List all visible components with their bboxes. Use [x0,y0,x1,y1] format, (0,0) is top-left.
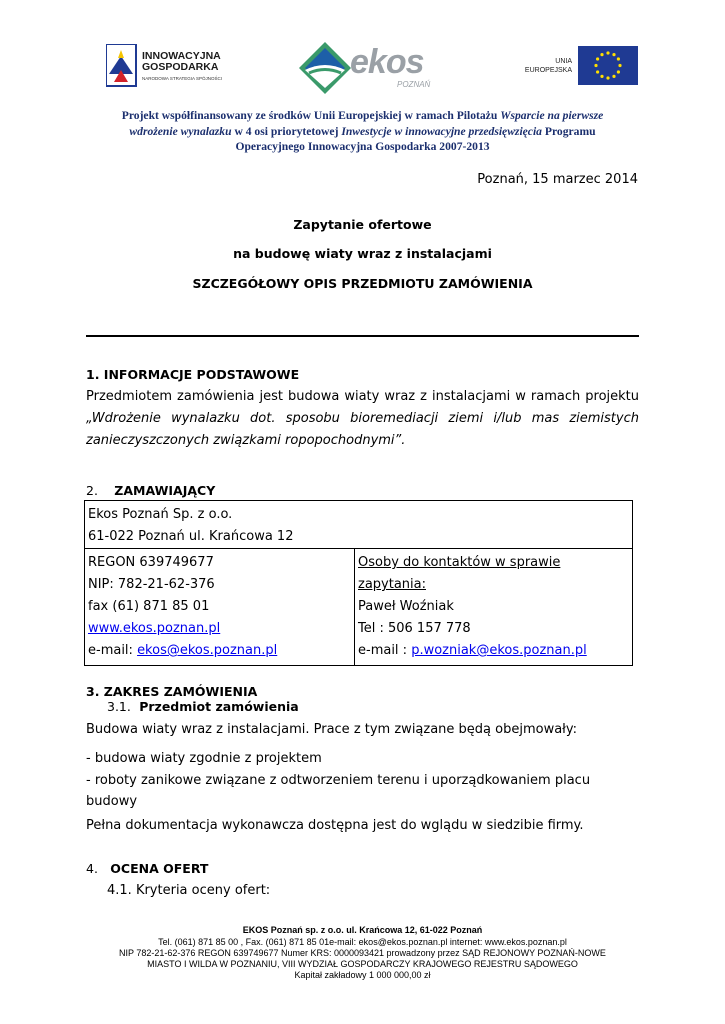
project-line1: Projekt współfinansowany ze środków Unii Europejskiej w ramach Pilotażu [121,109,498,122]
ekos-logo-city: POZNAŃ [397,80,431,89]
company-name: Ekos Poznań Sp. z o.o. [88,507,233,522]
section1-heading: 1. INFORMACJE PODSTAWOWE [86,367,300,382]
section3-1-title: Przedmiot zamówienia [139,699,299,714]
contact-name: Paweł Woźniak [358,599,454,614]
section2-number: 2. [86,483,98,498]
section1-line3: zanieczyszczonych związkami ropopochodnymi”. [86,433,406,448]
company-fax: fax (61) 871 85 01 [88,599,210,614]
section3-heading: 3. ZAKRES ZAMÓWIENIA [86,684,258,699]
ekos-logo-word: ekos [350,43,424,81]
section2-title: ZAMAWIAJĄCY [114,483,216,498]
footer-line4: MIASTO I WILDA W POZNANIU, VIII WYDZIAŁ GOSPODARCZY KRAJOWEGO REJESTRU SĄDOWEGO [147,959,578,969]
section3-1-heading [107,699,299,714]
company-regon: REGON 639749677 [88,555,214,570]
section4-heading [86,861,208,876]
project-line1-italic: Wsparcie na pierwsze [500,109,604,122]
eu-label-line2: EUROPEJSKA [524,67,572,74]
project-line3: Operacyjnego Innowacyjna Gospodarka 2007-2013 [235,140,490,153]
contact-email-link[interactable]: p.wozniak@ekos.poznan.pl [411,643,587,658]
document-date: Poznań, 15 marzec 2014 [477,172,638,187]
contact-email-label: e-mail : [358,643,412,658]
section4-1: 4.1. Kryteria oceny ofert: [107,883,271,898]
footer-line2: Tel. (061) 871 85 00 , Fax. (061) 871 85 01e-mail: ekos@ekos.poznan.pl internet: www.ekos.poznan.pl [158,937,567,947]
ekos-diamond-icon [297,40,353,96]
eu-flag-icon [578,46,638,85]
contracting-party-table [84,500,633,666]
company-nip: NIP: 782-21-62-376 [88,577,215,592]
footer-line5: Kapitał zakładowy 1 000 000,00 zł [294,970,431,980]
document-section-title: SZCZEGÓŁOWY OPIS PRZEDMIOTU ZAMÓWIENIA [192,276,533,291]
section3-intro: Budowa wiaty wraz z instalacjami. Prace z tym związane będą obejmowały: [86,722,578,737]
company-address: 61-022 Poznań ul. Krańcowa 12 [88,529,294,544]
document-subtitle: na budowę wiaty wraz z instalacjami [233,246,492,261]
divider [86,335,639,337]
project-line2-italic: wdrożenie wynalazku [129,124,232,138]
project-line2-end: Programu [544,124,596,138]
document-title: Zapytanie ofertowe [293,217,432,232]
company-email-link[interactable]: ekos@ekos.poznan.pl [137,643,278,658]
ig-logo-sub: NARODOWA STRATEGIA SPÓJNOŚCI [142,76,223,81]
eu-label [520,57,572,75]
company-website-link[interactable]: www.ekos.poznan.pl [88,621,221,636]
company-email-label: e-mail: [88,643,138,658]
section4-number: 4. [86,861,98,876]
section4-title: OCENA OFERT [110,861,209,876]
ig-logo-line1: INNOWACYJNA [142,50,221,62]
eu-label-line1: UNIA [555,58,572,65]
project-line2-italic-b: Inwestycje w innowacyjne przedsięwzięcia [341,124,542,138]
section2-heading [86,483,215,498]
contact-phone: Tel : 506 157 778 [358,621,471,636]
contact-title: Osoby do kontaktów w sprawie zapytania: [358,555,561,592]
ig-logo-line2: GOSPODARKA [142,61,219,73]
footer-line1: EKOS Poznań sp. z o.o. ul. Krańcowa 12, 61-022 Poznań [242,925,483,935]
project-funding-note [100,108,625,155]
ig-logo-icon [106,44,138,88]
company-details-cell [85,549,355,666]
innowacyjna-gospodarka-logo [106,42,246,90]
project-line2: w 4 osi priorytetowej [234,124,339,138]
section3-docs: Pełna dokumentacja wykonawcza dostępna jest do wglądu w siedzibie firmy. [86,818,584,833]
footer-line3: NIP 782-21-62-376 REGON 639749677 Numer KRS: 0000093421 prowadzony przez SĄD REJONOWY POZNAŃ-NOWE [119,948,606,958]
contact-cell [355,549,633,666]
ekos-logo [297,40,447,96]
section3-1-number: 3.1. [107,699,131,714]
section3-item-2: - roboty zanikowe związane z odtworzeniem terenu i uporządkowaniem placu budowy [86,773,591,809]
section1-line1: Przedmiotem zamówienia jest budowa wiaty wraz z instalacjami w ramach projektu [86,389,639,404]
company-cell [85,501,633,549]
section1-line2: „Wdrożenie wynalazku dot. sposobu bioremediacji ziemi i/lub mas ziemistych [86,411,639,426]
section3-item-1: - budowa wiaty zgodnie z projektem [86,751,322,766]
